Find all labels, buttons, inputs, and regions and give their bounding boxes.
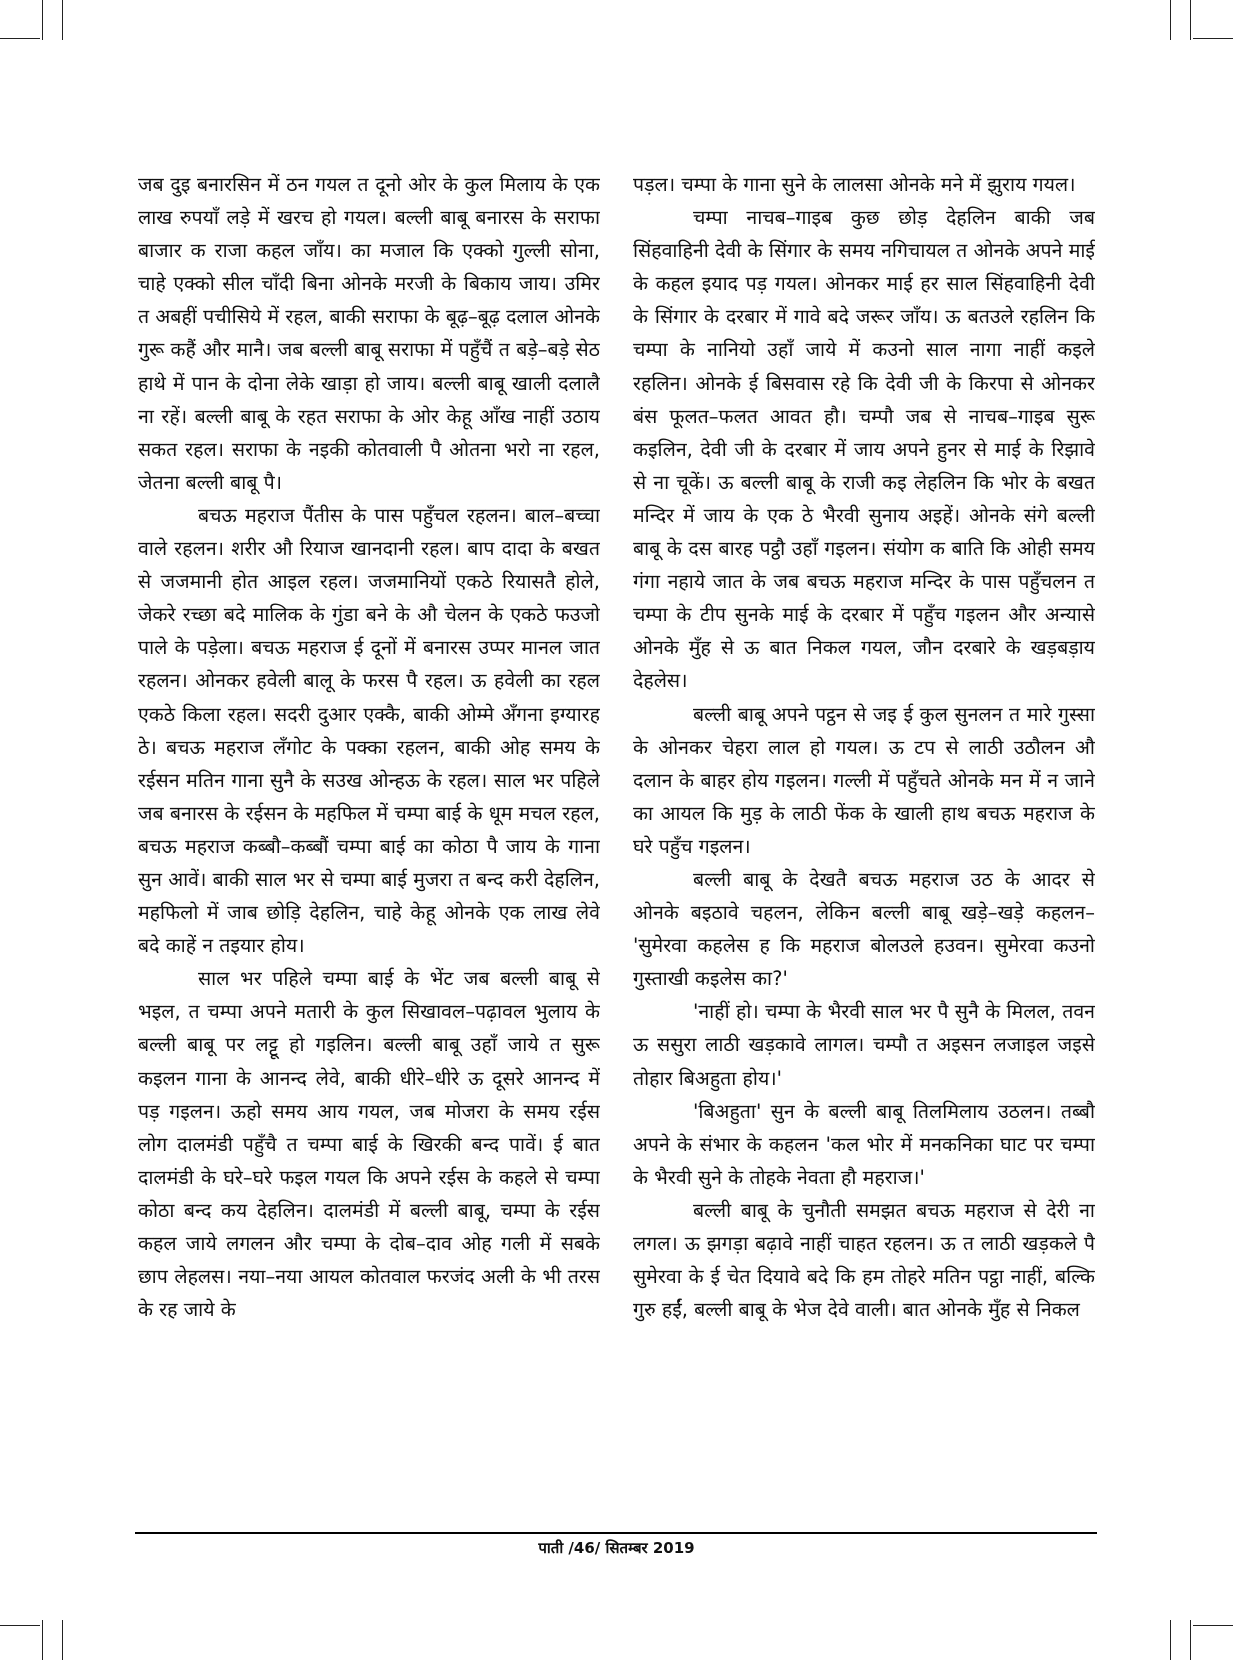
right-text-column bbox=[633, 168, 1095, 1528]
crop-mark bbox=[42, 1620, 43, 1660]
page-footer: पाती /46/ सितम्बर 2019 bbox=[538, 1539, 695, 1557]
crop-mark bbox=[42, 0, 43, 40]
crop-mark bbox=[62, 0, 63, 40]
paragraph: चम्पा नाचब–गाइब कुछ छोड़ देहलिन बाकी जब सिंहवाहिनी देवी के सिंगार के समय नगिचायल त ओनके अपने माई के कहल इयाद पड़ गयल। ओनकर माई हर साल सिंहवाहिनी देवी के सिंगार के दरबार में गावे बदे जरूर जाँय। ऊ बतउले रहलिन कि चम्पा के नानियो उहाँ जाये में कउनो साल नागा नाहीं कइले रहलिन। ओनके ई बिसवास रहे कि देवी जी के किरपा से ओनकर बंस फूलत–फलत आवत हौ। चम्पौ जब से नाचब–गाइब सुरू कइलिन, देवी जी के दरबार में जाय अपने हुनर से माई के रिझावे से ना चूकें। ऊ बल्ली बाबू के राजी कइ लेहलिन कि भोर के बखत मन्दिर में जाय के एक ठे भैरवी सुनाय अइहें। ओनके संगे बल्ली बाबू के दस बारह पट्ठौ उहाँ गइलन। संयोग क बाति कि ओही समय गंगा नहाये जात के जब बचऊ महराज मन्दिर के पास पहुँचलन त चम्पा के टीप सुनके माई के दरबार में पहुँच गइलन और अन्यासे ओनके मुँह से ऊ बात निकल गयल, जौन दरबारे के खड़बड़ाय देहलेस। bbox=[633, 206, 1095, 693]
crop-mark bbox=[0, 1625, 40, 1626]
crop-mark bbox=[1193, 1625, 1233, 1626]
paragraph: साल भर पहिले चम्पा बाई के भेंट जब बल्ली बाबू से भइल, त चम्पा अपने मतारी के कुल सिखावल–पढ़ावल भुलाय के बल्ली बाबू पर लट्टू हो गइलिन। बल्ली बाबू उहाँ जाये त सुरू कइलन गाना के आनन्द लेवे, बाकी धीरे–धीरे ऊ दूसरे आनन्द में पड़ गइलन। ऊहो समय आय गयल, जब मोजरा के समय रईस लोग दालमंडी पहुँचै त चम्पा बाई के खिरकी बन्द पावें। ई बात दालमंडी के घरे–घरे फइल गयल कि अपने रईस के कहले से चम्पा कोठा बन्द कय देहलिन। दालमंडी में बल्ली बाबू, चम्पा के रईस कहल जाये लगलन और चम्पा के दोब–दाव ओह गली में सबके छाप लेहलस। नया–नया आयल कोतवाल फरजंद अली के भी तरस के रह जाये के bbox=[138, 967, 600, 1322]
crop-mark bbox=[1170, 1620, 1171, 1660]
paragraph: बल्ली बाबू के चुनौती समझत बचऊ महराज से देरी ना लगल। ऊ झगड़ा बढ़ावे नाहीं चाहत रहलन। ऊ त लाठी खड़कले पै सुमेरवा के ई चेत दियावे बदे कि हम तोहरे मतिन पट्ठा नाहीं, बल्कि गुरु हईं, बल्ली बाबू के भेज देवे वाली। बात ओनके मुँह से निकल bbox=[633, 1198, 1095, 1322]
paragraph: बल्ली बाबू के देखतै बचऊ महराज उठ के आदर से ओनके बइठावे चहलन, लेकिन बल्ली बाबू खड़े–खड़े कहलन– 'सुमेरवा कहलेस ह कि महराज बोलउले हउवन। सुमेरवा कउनो गुस्ताखी कइलेस का?' bbox=[633, 867, 1095, 991]
crop-mark bbox=[0, 38, 40, 39]
paragraph: पड़ल। चम्पा के गाना सुने के लालसा ओनके मने में झुराय गयल। bbox=[633, 173, 1076, 196]
crop-mark bbox=[1170, 0, 1171, 40]
crop-mark bbox=[1190, 0, 1191, 40]
crop-mark bbox=[1193, 38, 1233, 39]
paragraph: 'बिअहुता' सुन के बल्ली बाबू तिलमिलाय उठलन। तब्बौ अपने के संभार के कहलन 'कल भोर में मनकनिका घाट पर चम्पा के भैरवी सुने के तोहके नेवता हौ महराज।' bbox=[633, 1099, 1095, 1189]
crop-mark bbox=[1190, 1620, 1191, 1660]
left-text-column bbox=[138, 168, 600, 1528]
footer-rule bbox=[135, 1532, 1097, 1534]
paragraph: बल्ली बाबू अपने पट्ठन से जइ ई कुल सुनलन त मारे गुस्सा के ओनकर चेहरा लाल हो गयल। ऊ टप से लाठी उठौलन औ दलान के बाहर होय गइलन। गल्ली में पहुँचते ओनके मन में न जाने का आयल कि मुड़ के लाठी फेंक के खाली हाथ बचऊ महराज के घरे पहुँच गइलन। bbox=[633, 702, 1095, 858]
crop-mark bbox=[62, 1620, 63, 1660]
paragraph: बचऊ महराज पैंतीस के पास पहुँचल रहलन। बाल–बच्चा वाले रहलन। शरीर औ रियाज खानदानी रहल। बाप दादा के बखत से जजमानी होत आइल रहल। जजमानियों एकठे रियासतै होले, जेकरे रच्छा बदे मालिक के गुंडा बने के औ चेलन के एकठे फउजो पाले के पड़ेला। बचऊ महराज ई दूनों में बनारस उप्पर मानल जात रहलन। ओनकर हवेली बालू के फरस पै रहल। ऊ हवेली का रहल एकठे किला रहल। सदरी दुआर एक्कै, बाकी ओम्मे अँगना इग्यारह ठे। बचऊ महराज लँगोट के पक्का रहलन, बाकी ओह समय के रईसन मतिन गाना सुनै के सउख ओन्हऊ के रहल। साल भर पहिले जब बनारस के रईसन के महफिल में चम्पा बाई के धूम मचल रहल, बचऊ महराज कब्बौ–कब्बौं चम्पा बाई का कोठा पै जाय के गाना सुन आवें। बाकी साल भर से चम्पा बाई मुजरा त बन्द करी देहलिन, महफिलो में जाब छोड़ि देहलिन, चाहे केहू ओनके एक लाख लेवे बदे काहें न तइयार होय। bbox=[138, 503, 600, 958]
paragraph: जब दुइ बनारसिन में ठन गयल त दूनो ओर के कुल मिलाय के एक लाख रुपयाँ लड़े में खरच हो गयल। बल्ली बाबू बनारस के सराफा बाजार क राजा कहल जाँय। का मजाल कि एक्को गुल्ली सोना, चाहे एक्को सील चाँदी बिना ओनके मरजी के बिकाय जाय। उमिर त अबहीं पचीसिये में रहल, बाकी सराफा के बूढ़–बूढ़ दलाल ओनके गुरू कहैं और मानै। जब बल्ली बाबू सराफा में पहुँचैं त बड़े–बड़े सेठ हाथे में पान के दोना लेके खाड़ा हो जाय। बल्ली बाबू खाली दलालै ना रहें। बल्ली बाबू के रहत सराफा के ओर केहू आँख नाहीं उठाय सकत रहल। सराफा के नइकी कोतवाली पै ओतना भरो ना रहल, जेतना बल्ली बाबू पै। bbox=[138, 173, 600, 494]
paragraph: 'नाहीं हो। चम्पा के भैरवी साल भर पै सुनै के मिलल, तवन ऊ ससुरा लाठी खड़कावे लागल। चम्पौ त अइसन लजाइल जइसे तोहार बिअहुता होय।' bbox=[633, 1000, 1095, 1090]
